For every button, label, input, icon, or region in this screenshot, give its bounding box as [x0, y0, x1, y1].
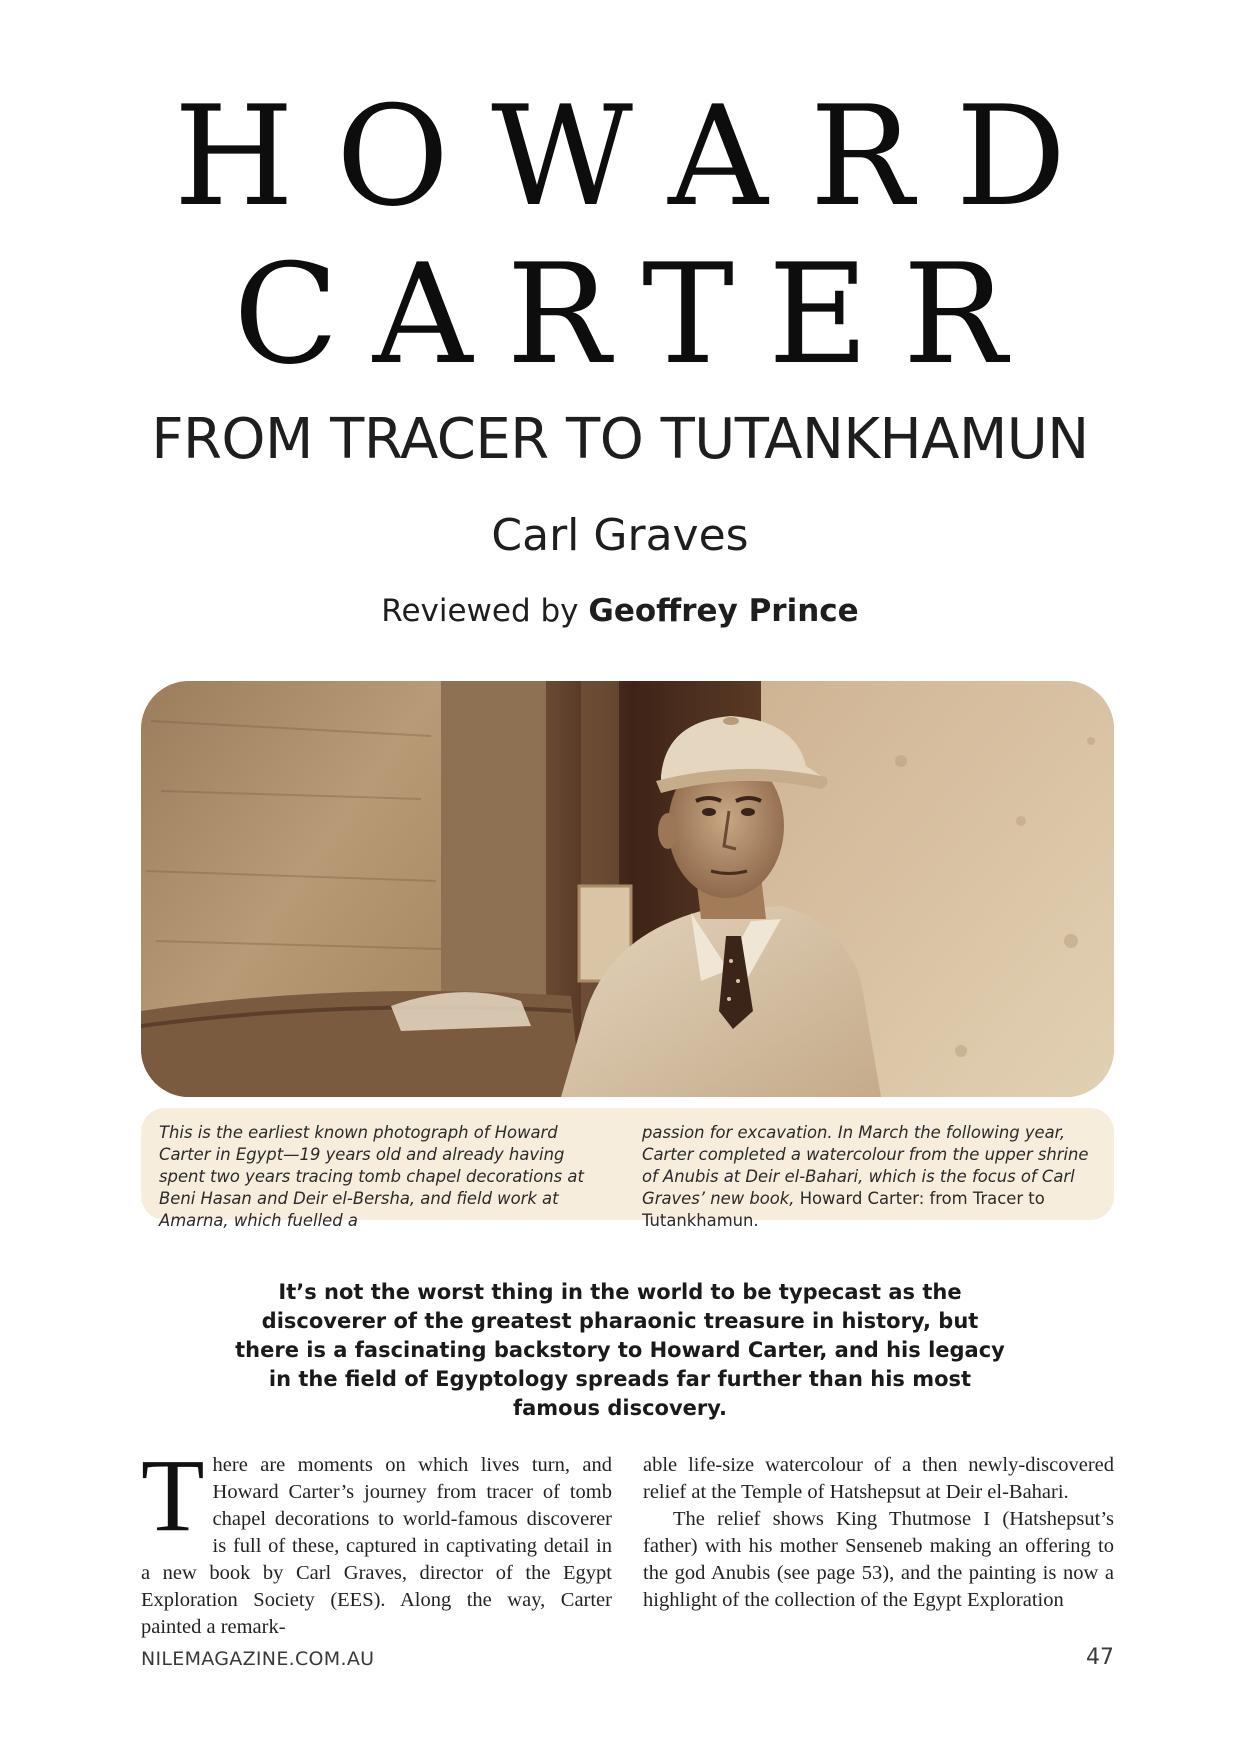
reviewer-name: Geoffrey Prince: [588, 593, 859, 629]
caption-left-column: This is the earliest known photograph of Howard Carter in Egypt—19 years old and already having spent two years tracing tomb chapel decorations at Beni Hasan and Deir el-Bersha, and field work at Amarna, which fuelled a: [159, 1123, 584, 1230]
title-line-1: HOWARD: [173, 76, 1109, 237]
body-left-text: here are moments on which lives turn, and Howard Carter’s journey from tracer of tomb chapel decorations to world-famous discoverer is full of these, captured in captivating detail in a new book by Carl Graves, director of the Egypt Exploration Society (EES). Along the way, Carter painted a remark-: [141, 1454, 612, 1638]
caption-book-title: Howard Carter: from Tracer to Tutankhamun.: [642, 1189, 1045, 1230]
body-column-right: [643, 1452, 1114, 1614]
caption-right-text: passion for excavation. In March the following year, Carter completed a watercolour from the upper shrine of Anubis at Deir el-Bahari, which is the focus of Carl Graves’ new book,: [642, 1123, 1089, 1208]
caption-right-column: [642, 1122, 1102, 1232]
author-name: Carl Graves: [491, 510, 749, 561]
drop-cap: T: [141, 1438, 205, 1553]
body-column-left: [141, 1438, 612, 1641]
body-right-paragraph-2: The relief shows King Thutmose I (Hatshepsut’s father) with his mother Senseneb making an offering to the god Anubis (see page 53), and the painting is now a highlight of the collection of the Egypt Exploration: [643, 1508, 1114, 1611]
standfirst: It’s not the worst thing in the world to be typecast as the discoverer of the greatest pharaonic treasure in history, but there is a fascinating backstory to Howard Carter, and his legacy in the field of Egyptology spreads far further than his most famous discovery.: [235, 1280, 1005, 1420]
body-right-paragraph-1: able life-size watercolour of a then newly-discovered relief at the Temple of Hatshepsut at Deir el-Bahari.: [643, 1454, 1114, 1503]
footer-site: NILEMAGAZINE.COM.AU: [141, 1648, 375, 1670]
title-line-2: CARTER: [233, 234, 1041, 395]
portrait-photo: [141, 681, 1114, 1097]
reviewer-prefix: Reviewed by: [381, 593, 589, 629]
photo-caption: [141, 1108, 1114, 1230]
subtitle: FROM TRACER TO TUTANKHAMUN: [151, 407, 1089, 472]
reviewer-line: [0, 593, 1240, 629]
page-number: 47: [1086, 1645, 1114, 1670]
